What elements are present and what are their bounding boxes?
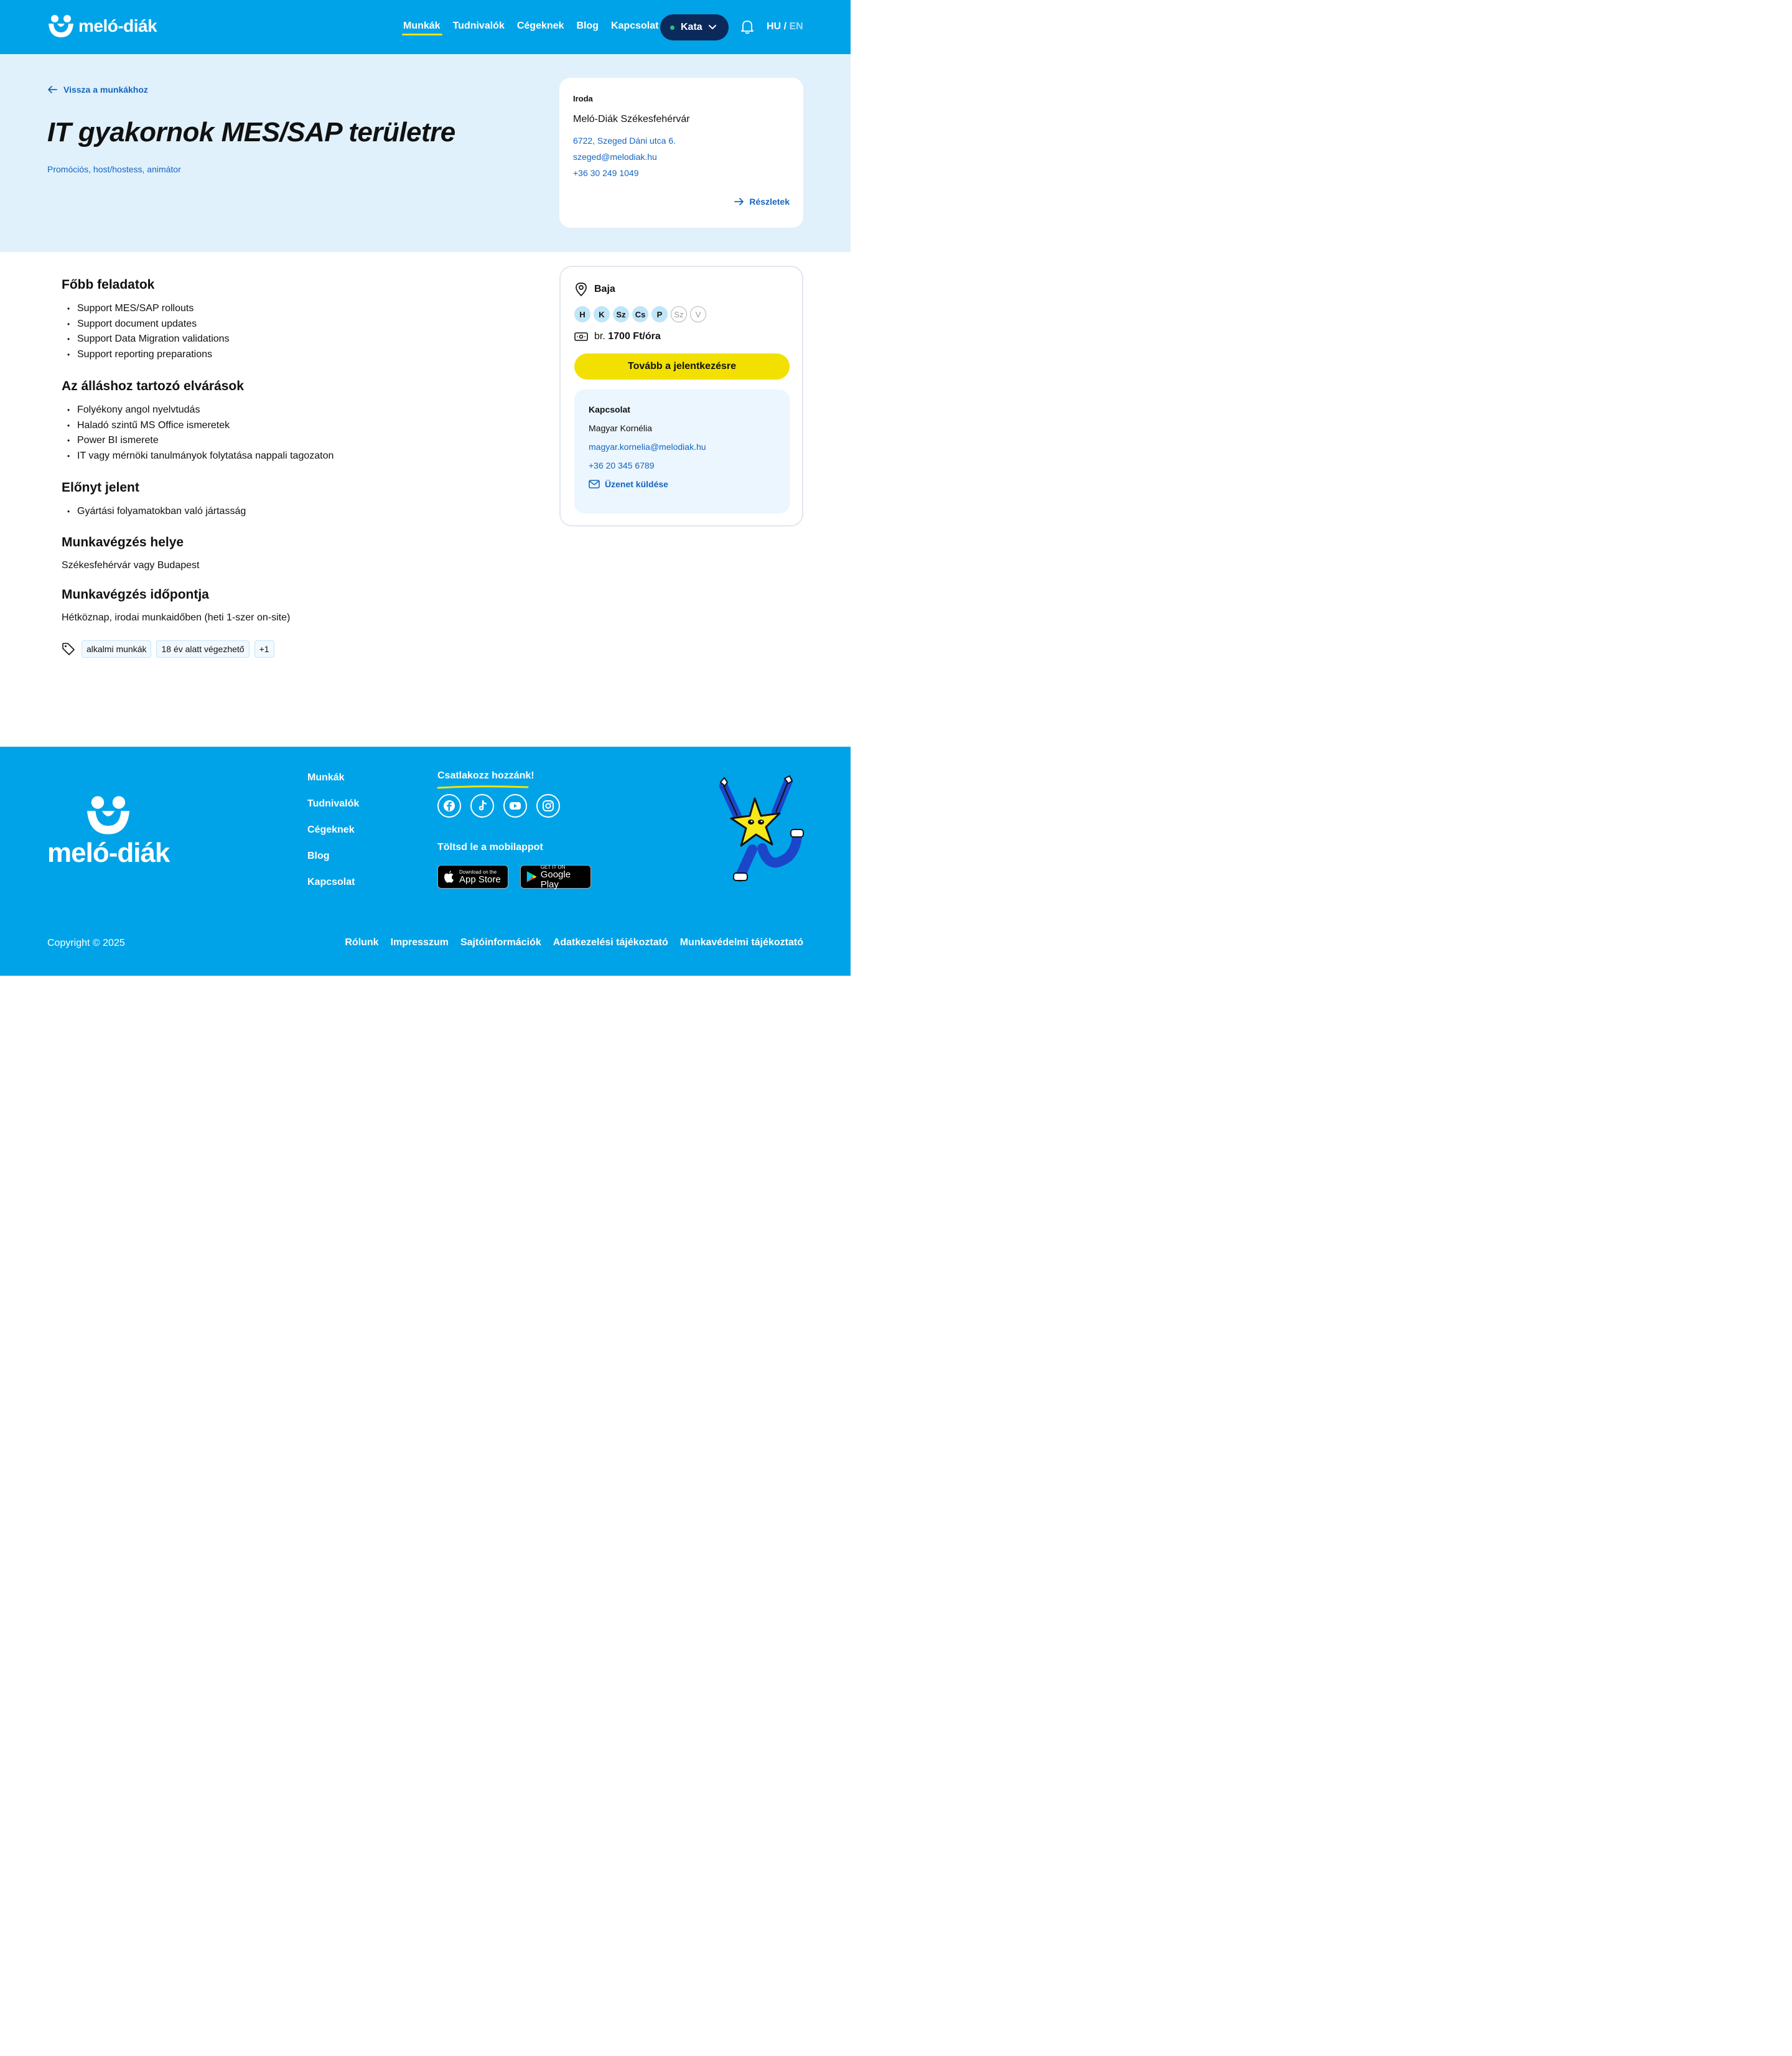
footer-nav bbox=[307, 772, 359, 888]
hourly-wage bbox=[574, 331, 788, 342]
footer-nav-kapcsolat[interactable]: Kapcsolat bbox=[307, 877, 355, 887]
copyright-text: Copyright © 2025 bbox=[47, 938, 125, 948]
contact-name: Magyar Kornélia bbox=[589, 423, 652, 433]
office-label: Iroda bbox=[573, 94, 593, 103]
tag-icon bbox=[62, 642, 75, 656]
nav-tudnivalok[interactable]: Tudnivalók bbox=[452, 21, 505, 31]
star-mascot-illustration bbox=[719, 775, 806, 887]
workplace-heading: Munkavégzés helye bbox=[62, 535, 184, 550]
footer-nav-cegeknek[interactable]: Cégeknek bbox=[307, 825, 355, 835]
workplace-text: Székesfehérvár vagy Budapest bbox=[62, 560, 200, 571]
google-play-badge[interactable] bbox=[520, 865, 591, 889]
chevron-down-icon bbox=[707, 22, 717, 32]
google-play-big: Google Play bbox=[540, 869, 571, 890]
job-description bbox=[62, 278, 534, 658]
arrow-left-icon bbox=[47, 85, 57, 94]
legal-link-munkavedelem[interactable]: Munkavédelmi tájékoztató bbox=[679, 937, 803, 948]
apply-button[interactable]: Tovább a jelentkezésre bbox=[574, 353, 790, 380]
send-message-label: Üzenet küldése bbox=[605, 479, 668, 489]
details-label: Részletek bbox=[749, 197, 790, 207]
online-status-dot bbox=[670, 26, 674, 30]
list-item: • Support MES/SAP rollouts bbox=[62, 301, 534, 317]
legal-link-adatkezeles[interactable]: Adatkezelési tájékoztató bbox=[553, 937, 668, 948]
contact-phone-link[interactable]: +36 20 345 6789 bbox=[589, 460, 655, 470]
app-store-badge[interactable] bbox=[437, 865, 508, 889]
main-nav bbox=[403, 21, 658, 32]
list-item: • IT vagy mérnöki tanulmányok folytatása nappali tagozaton bbox=[62, 449, 534, 464]
day-badge-inactive: V bbox=[690, 306, 706, 322]
tag-chip[interactable]: 18 év alatt végezhető bbox=[156, 640, 249, 658]
office-phone-link[interactable]: +36 30 249 1049 bbox=[573, 168, 639, 178]
requirements-heading: Az álláshoz tartozó elvárások bbox=[62, 378, 244, 393]
mail-icon bbox=[589, 480, 600, 488]
app-store-small: Download on the bbox=[459, 869, 497, 875]
tag-chip[interactable]: alkalmi munkák bbox=[82, 640, 151, 658]
google-play-icon bbox=[526, 870, 537, 884]
user-menu-button[interactable] bbox=[660, 14, 729, 40]
list-item: • Support document updates bbox=[62, 317, 534, 332]
banknote-icon bbox=[574, 332, 588, 342]
requirements-list bbox=[62, 403, 534, 464]
list-item: • Haladó szintű MS Office ismeretek bbox=[62, 418, 534, 434]
day-badge: H bbox=[574, 306, 590, 322]
contact-email-link[interactable]: magyar.kornelia@melodiak.hu bbox=[589, 442, 706, 452]
facebook-icon[interactable] bbox=[437, 794, 461, 818]
footer-logo-text: meló-diák bbox=[47, 838, 170, 868]
tasks-heading: Főbb feladatok bbox=[62, 278, 155, 292]
logo-text: meló-diák bbox=[78, 16, 157, 35]
wage-prefix: br. bbox=[594, 331, 605, 342]
logo-icon bbox=[85, 794, 132, 836]
legal-links bbox=[345, 937, 803, 948]
list-item: • Folyékony angol nyelvtudás bbox=[62, 403, 534, 418]
social-links bbox=[437, 794, 560, 818]
tag-list bbox=[62, 640, 534, 658]
list-item: • Power BI ismerete bbox=[62, 433, 534, 449]
legal-link-impresszum[interactable]: Impresszum bbox=[390, 937, 449, 948]
map-pin-icon bbox=[574, 282, 588, 297]
day-badge: P bbox=[651, 306, 668, 322]
back-label: Vissza a munkákhoz bbox=[63, 85, 148, 95]
day-badge: K bbox=[594, 306, 610, 322]
footer-nav-munkak[interactable]: Munkák bbox=[307, 772, 345, 783]
nav-kapcsolat[interactable]: Kapcsolat bbox=[610, 21, 659, 31]
contact-box bbox=[574, 390, 790, 513]
app-store-big: App Store bbox=[459, 874, 501, 885]
google-play-small: GET IT ON bbox=[540, 864, 566, 870]
tasks-list bbox=[62, 301, 534, 363]
lang-hu[interactable]: HU bbox=[767, 21, 782, 32]
office-details-link[interactable] bbox=[734, 197, 790, 207]
nav-munkak[interactable]: Munkák bbox=[403, 21, 441, 31]
tiktok-icon[interactable] bbox=[470, 794, 494, 818]
day-badge-inactive: Sz bbox=[671, 306, 687, 322]
day-badge: Sz bbox=[613, 306, 629, 322]
office-card bbox=[559, 78, 803, 228]
footer-logo[interactable] bbox=[47, 794, 169, 869]
arrow-right-icon bbox=[734, 197, 744, 206]
brand-logo[interactable] bbox=[47, 14, 157, 39]
send-message-link[interactable] bbox=[589, 479, 775, 489]
list-item: • Gyártási folyamatokban való jártasság bbox=[62, 504, 534, 520]
office-address-link[interactable]: 6722, Szeged Dáni utca 6. bbox=[573, 136, 676, 146]
join-us-heading: Csatlakozz hozzánk! bbox=[437, 770, 534, 781]
worktime-text: Hétköznap, irodai munkaidőben (heti 1-szer on-site) bbox=[62, 612, 291, 624]
mobile-app-heading: Töltsd le a mobilappot bbox=[437, 842, 543, 853]
legal-link-rolunk[interactable]: Rólunk bbox=[345, 937, 379, 948]
list-item: • Support reporting preparations bbox=[62, 347, 534, 363]
work-days bbox=[574, 306, 788, 322]
apple-icon bbox=[443, 870, 455, 884]
legal-link-sajto[interactable]: Sajtóinformációk bbox=[460, 937, 541, 948]
app-store-badges bbox=[437, 865, 591, 889]
nav-cegeknek[interactable]: Cégeknek bbox=[516, 21, 564, 31]
location-name: Baja bbox=[594, 284, 615, 294]
contact-label: Kapcsolat bbox=[589, 404, 630, 414]
instagram-icon[interactable] bbox=[536, 794, 560, 818]
site-header bbox=[0, 0, 851, 54]
wage-value: 1700 Ft/óra bbox=[608, 331, 661, 342]
office-name: Meló-Diák Székesfehérvár bbox=[573, 114, 690, 124]
day-badge: Cs bbox=[632, 306, 648, 322]
logo-icon bbox=[47, 14, 75, 39]
site-footer bbox=[0, 747, 851, 976]
job-summary-card bbox=[559, 266, 803, 526]
job-category-link[interactable]: Promóciós, host/hostess, animátor bbox=[47, 164, 181, 174]
language-switcher bbox=[767, 21, 803, 32]
lang-separator: / bbox=[783, 21, 787, 32]
back-to-jobs-link[interactable] bbox=[47, 85, 148, 95]
worktime-heading: Munkavégzés időpontja bbox=[62, 587, 209, 602]
job-location bbox=[574, 282, 788, 297]
office-email-link[interactable]: szeged@melodiak.hu bbox=[573, 152, 657, 162]
user-name: Kata bbox=[681, 22, 702, 32]
more-tags-chip[interactable]: +1 bbox=[254, 640, 274, 658]
join-underline bbox=[437, 785, 529, 789]
youtube-icon[interactable] bbox=[503, 794, 527, 818]
bell-icon[interactable] bbox=[740, 19, 754, 34]
advantage-list bbox=[62, 504, 534, 520]
nav-blog[interactable]: Blog bbox=[576, 21, 599, 31]
footer-nav-tudnivalok[interactable]: Tudnivalók bbox=[307, 798, 360, 809]
footer-nav-blog[interactable]: Blog bbox=[307, 851, 330, 861]
job-title: IT gyakornok MES/SAP területre bbox=[47, 117, 455, 147]
advantage-heading: Előnyt jelent bbox=[62, 480, 139, 495]
lang-en[interactable]: EN bbox=[789, 21, 803, 32]
list-item: • Support Data Migration validations bbox=[62, 332, 534, 347]
